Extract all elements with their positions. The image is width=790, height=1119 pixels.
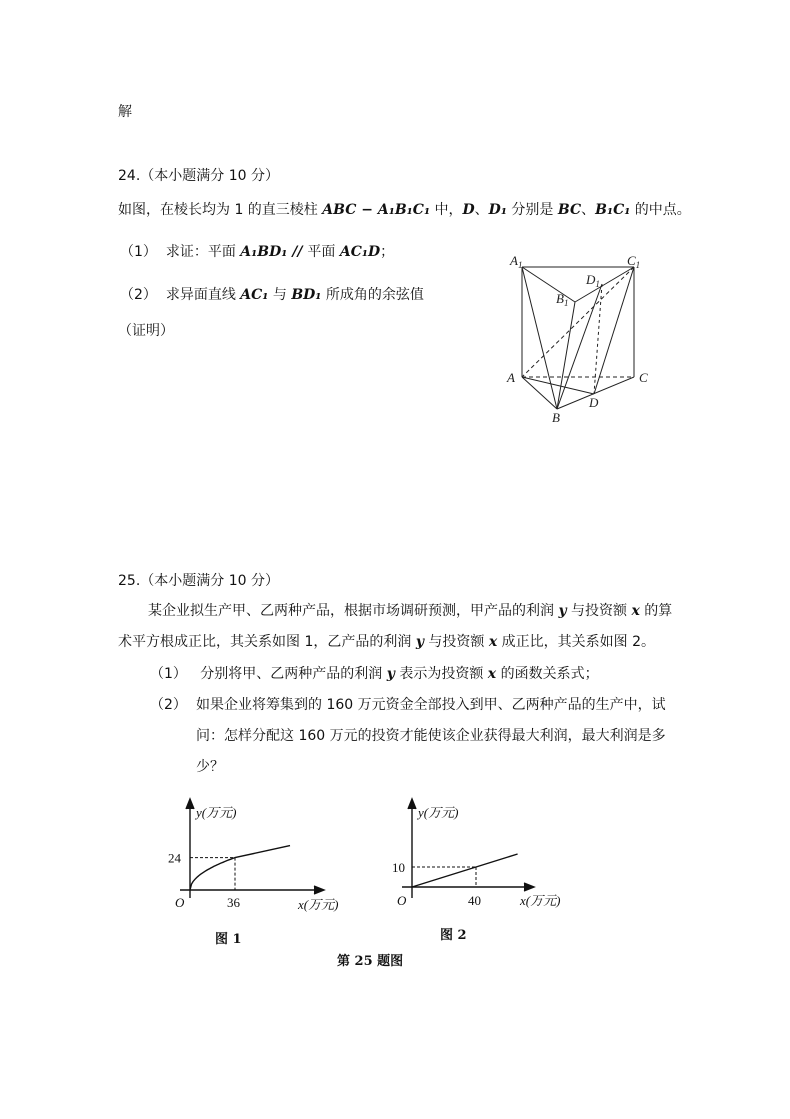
chart-figure-2: [380, 795, 580, 950]
label-b1: $B_1$: [556, 291, 569, 308]
label-a1: $A_1$: [510, 253, 523, 270]
q25-part2-num: （2）: [150, 697, 187, 713]
y-axis-arrow: [408, 799, 416, 809]
q24-stem: 如图，在棱长均为 1 的直三棱柱 ABC − A₁B₁C₁ 中，D、D₁ 分别是 BC、B₁C₁ 的中点。: [118, 202, 691, 218]
tick-x-36: 36: [227, 895, 240, 910]
sqrt-curve: [190, 858, 235, 890]
q25-stem-line2: 术平方根成正比，其关系如图 1，乙产品的利润 y 与投资额 x 成正比，其关系如图 2。: [118, 634, 656, 650]
q25-part2-line2: 问：怎样分配这 160 万元的投资才能使该企业获得最大利润，最大利润是多: [196, 728, 666, 744]
label-b: B: [552, 410, 560, 423]
answer-label: 解: [118, 104, 132, 120]
edge-bb1: [557, 302, 575, 409]
axis-label-x: x(万元): [520, 893, 561, 908]
axis-label-y: y(万元): [418, 805, 459, 820]
fig1-caption: 图 1: [215, 932, 242, 947]
tick-x-40: 40: [468, 893, 481, 908]
q25-part1: （1） 分别将甲、乙两种产品的利润 y 表示为投资额 x 的函数关系式；: [150, 666, 599, 682]
line-a1b: [522, 267, 557, 409]
q24-proof-label: （证明）: [118, 323, 174, 339]
y-axis-arrow: [186, 799, 194, 809]
tick-y-10: 10: [392, 860, 405, 875]
figure-caption: 第 25 题图: [337, 954, 404, 969]
q25-stem-line1: 某企业拟生产甲、乙两种产品，根据市场调研预测，甲产品的利润 y 与投资额 x 的算: [148, 603, 673, 619]
tick-y-24: 24: [168, 850, 181, 866]
label-d: D: [589, 395, 599, 410]
label-c1: $C_1$: [627, 253, 641, 270]
label-d1: $D_1$: [586, 272, 600, 289]
axis-label-y: y(万元): [196, 805, 237, 820]
q25-part2-line1: 如果企业将筹集到的 160 万元资金全部投入到甲、乙两种产品的生产中，试: [196, 697, 666, 713]
fig2-caption: 图 2: [440, 928, 467, 943]
chart-figure-1: [160, 795, 360, 950]
origin-label: O: [175, 895, 185, 910]
prism-figure: [500, 248, 660, 423]
q24-part1: （1） 求证：平面 A₁BD₁ // 平面 AC₁D；: [120, 244, 395, 260]
prism-name: ABC − A₁B₁C₁: [322, 202, 431, 218]
line-c1d: [594, 267, 634, 394]
q24-header: 24.（本小题满分 10 分）: [118, 168, 279, 184]
label-a: A: [507, 370, 515, 385]
line-segment: [235, 846, 290, 858]
edge-ab: [522, 377, 557, 409]
x-axis-arrow: [524, 883, 534, 891]
edge-a1b1: [522, 267, 575, 302]
q25-part2-line3: 少？: [196, 759, 224, 775]
linear-line: [412, 854, 518, 887]
q24-part2: （2） 求异面直线 AC₁ 与 BD₁ 所成角的余弦值: [120, 287, 424, 303]
label-c: C: [639, 370, 648, 385]
x-axis-arrow: [314, 886, 324, 894]
axis-label-x: x(万元): [298, 897, 339, 912]
origin-label: O: [397, 893, 407, 908]
line-ad: [522, 377, 594, 394]
q25-header: 25.（本小题满分 10 分）: [118, 573, 279, 589]
